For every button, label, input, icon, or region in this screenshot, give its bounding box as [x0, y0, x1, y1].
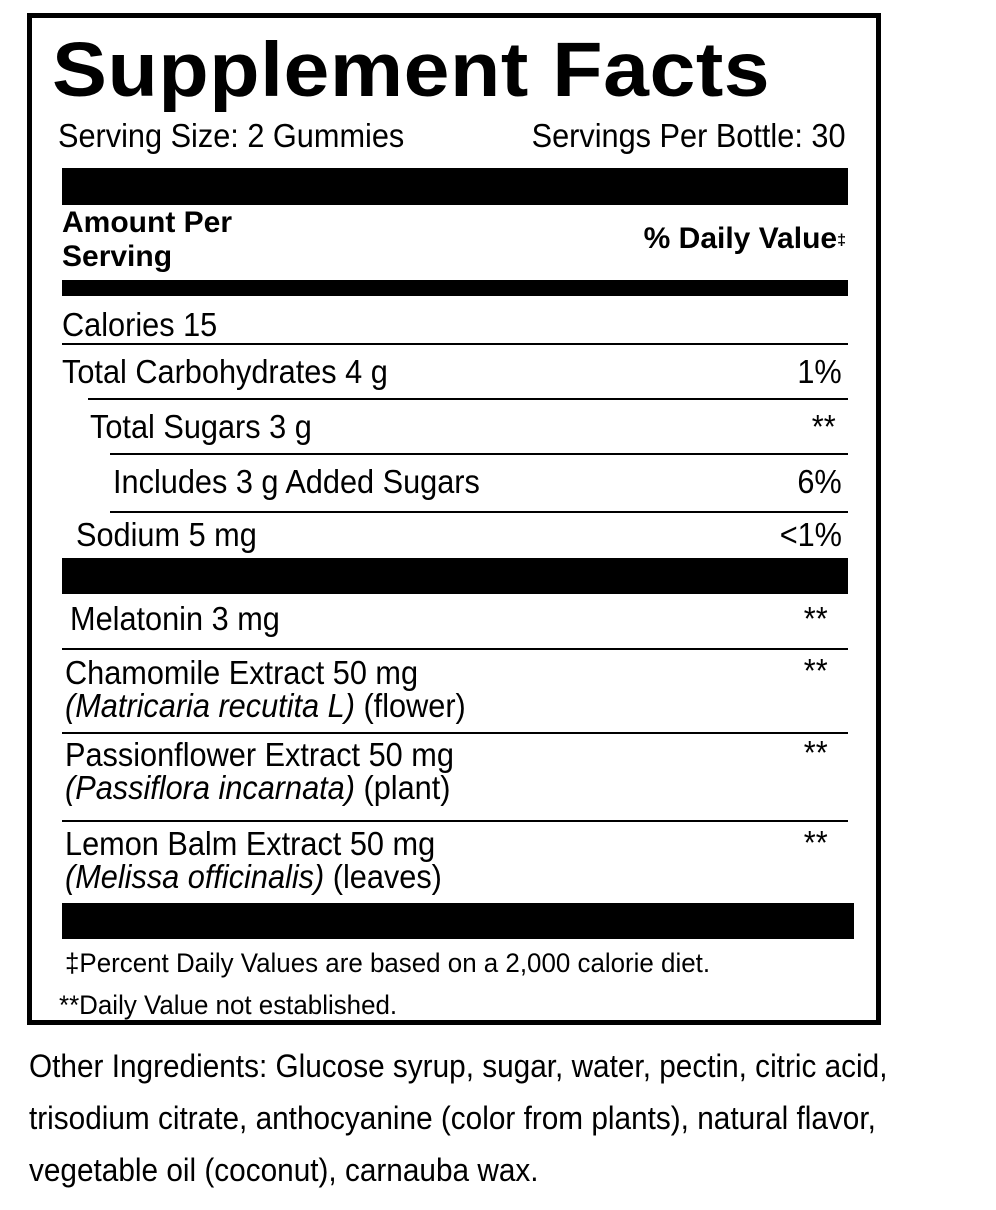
ingredient-chamomile-source [65, 689, 466, 722]
servings-per-bottle: Servings Per Bottle: 30 [532, 117, 846, 154]
footnote-not-established: **Daily Value not established. [59, 990, 398, 1020]
dv-lemon-balm: ** [804, 824, 828, 861]
row-divider [110, 453, 848, 455]
ingredient-chamomile [65, 656, 466, 722]
row-divider [110, 511, 848, 513]
daily-value-header [644, 222, 846, 256]
ingredient-passionflower-name: Passionflower Extract 50 mg [65, 736, 454, 773]
panel-title: Supplement Facts [52, 27, 771, 113]
plant-part: (leaves) [332, 858, 442, 895]
amount-per-serving-header: Amount Per Serving [62, 206, 233, 273]
nutrient-added-sugars: Includes 3 g Added Sugars [113, 463, 480, 500]
ingredient-passionflower [65, 738, 454, 804]
thick-divider [62, 168, 848, 205]
dv-total-carbohydrates: 1% [797, 353, 842, 390]
nutrient-total-carbohydrates: Total Carbohydrates 4 g [62, 353, 388, 390]
plant-part: (flower) [363, 687, 466, 724]
ingredient-lemon-balm-source [65, 860, 442, 893]
row-divider [88, 398, 848, 400]
latin-name: (Passiflora incarnata) [65, 769, 355, 806]
plant-part: (plant) [363, 769, 451, 806]
ingredient-lemon-balm [65, 827, 442, 893]
nutrient-calories: Calories 15 [62, 306, 218, 343]
dv-melatonin: ** [804, 600, 828, 637]
serving-size: Serving Size: 2 Gummies [58, 117, 405, 154]
latin-name: (Matricaria recutita L) [65, 687, 355, 724]
dv-passionflower: ** [804, 734, 828, 771]
dv-total-sugars: ** [812, 408, 836, 445]
ingredient-chamomile-name: Chamomile Extract 50 mg [65, 654, 419, 691]
ingredient-passionflower-source [65, 771, 454, 804]
thick-divider [62, 903, 854, 939]
nutrient-sodium: Sodium 5 mg [76, 516, 257, 553]
ingredient-melatonin: Melatonin 3 mg [70, 600, 280, 637]
row-divider [62, 820, 848, 822]
thick-divider [62, 558, 848, 594]
nutrient-total-sugars: Total Sugars 3 g [90, 408, 312, 445]
medium-divider [62, 280, 848, 296]
ingredient-lemon-balm-name: Lemon Balm Extract 50 mg [65, 825, 436, 862]
dv-added-sugars: 6% [797, 463, 842, 500]
dv-footnote-mark: ‡ [837, 232, 846, 249]
dv-sodium: <1% [779, 516, 842, 553]
other-ingredients: Other Ingredients: Glucose syrup, sugar, water, pectin, citric acid, trisodium citrate, anthocyanine (color from plants), natural flavor, vegetable oil (coconut), carnauba wax. [29, 1048, 888, 1188]
daily-value-header-text: % Daily Value [643, 222, 838, 255]
row-divider [62, 648, 848, 650]
footnote-daily-values: ‡Percent Daily Values are based on a 2,000 calorie diet. [65, 948, 711, 978]
row-divider [62, 732, 848, 734]
supplement-facts-panel [27, 13, 881, 1025]
row-divider [62, 343, 848, 345]
dv-chamomile: ** [804, 652, 828, 689]
latin-name: (Melissa officinalis) [65, 858, 325, 895]
